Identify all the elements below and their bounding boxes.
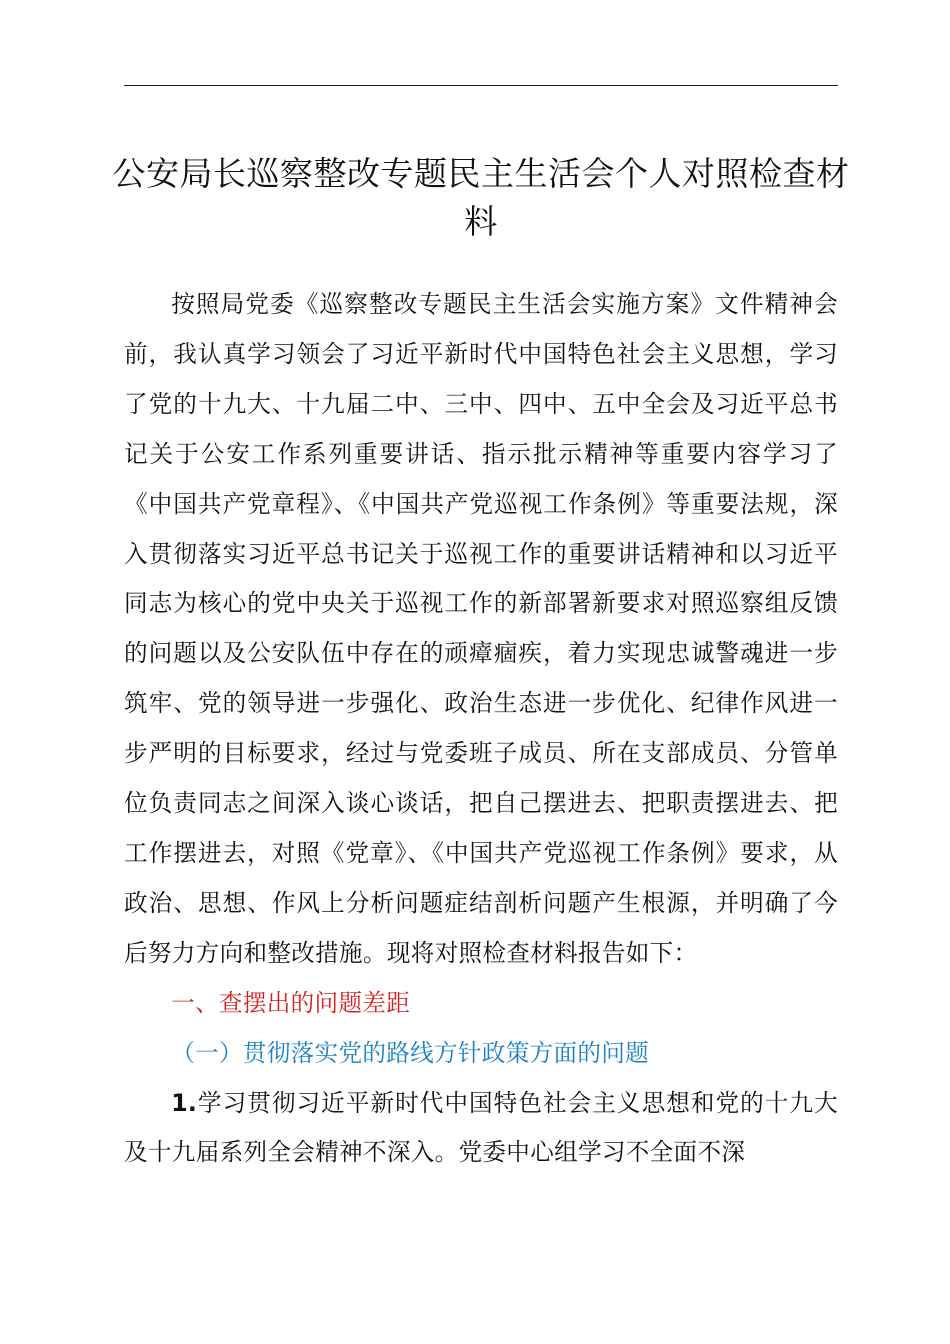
numbered-item (124, 1079, 838, 1179)
item-text: 学习贯彻习近平新时代中国特色社会主义思想和党的十九大及十九届系列全会精神不深入。党委中心组学习不全面不深 (124, 1088, 838, 1167)
document-body (124, 280, 838, 1178)
subsection-heading: （一）贯彻落实党的路线方针政策方面的问题 (171, 1038, 650, 1067)
intro-paragraph: 按照局党委《巡察整改专题民主生活会实施方案》文件精神会前，我认真学习领会了习近平新时代中国特色社会主义思想，学习了党的十九大、十九届二中、三中、四中、五中全会及习近平总书记关于公安工作系列重要讲话、指示批示精神等重要内容学习了《中国共产党章程》、《中国共产党巡视工作条例》等重要法规，深入贯彻落实习近平总书记关于巡视工作的重要讲话精神和以习近平同志为核心的党中央关于巡视工作的新部署新要求对照巡察组反馈的问题以及公安队伍中存在的顽瘴痼疾，着力实现忠诚警魂进一步筑牢、党的领导进一步强化、政治生态进一步优化、纪律作风进一步严明的目标要求，经过与党委班子成员、所在支部成员、分管单位负责同志之间深入谈心谈话，把自己摆进去、把职责摆进去、把工作摆进去，对照《党章》、《中国共产党巡视工作条例》要求，从政治、思想、作风上分析问题症结剖析问题产生根源，并明确了今后努力方向和整改措施。现将对照检查材料报告如下： (124, 290, 838, 967)
header-rule (124, 85, 838, 86)
item-number: 1. (171, 1088, 198, 1117)
document-title: 公安局长巡察整改专题民主生活会个人对照检查材料 (112, 154, 850, 241)
section-heading: 一、查摆出的问题差距 (171, 988, 411, 1017)
